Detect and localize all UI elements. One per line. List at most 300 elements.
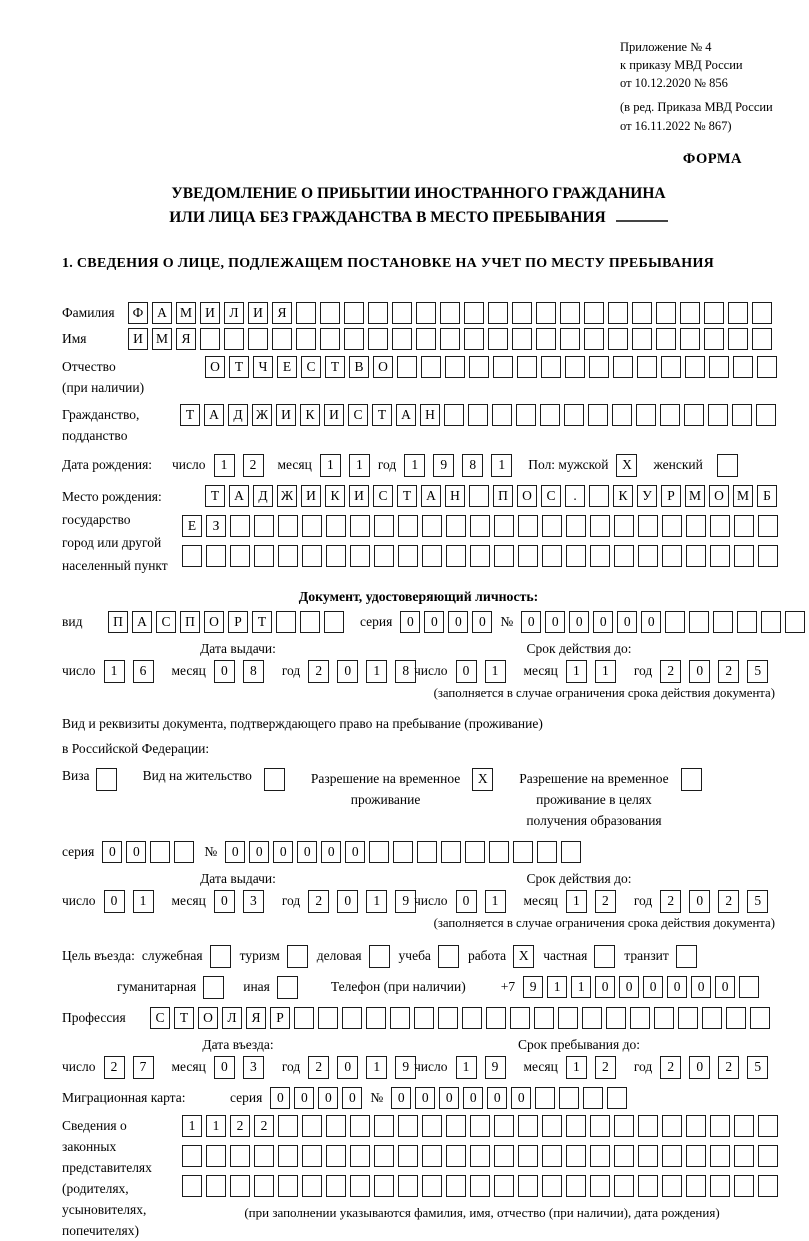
form-cell: Т bbox=[372, 404, 392, 426]
form-cell bbox=[230, 515, 250, 537]
form-cell bbox=[614, 1115, 634, 1137]
form-cell: 2 bbox=[718, 890, 739, 913]
day-label: число bbox=[414, 1059, 448, 1075]
appendix-note-line: от 10.12.2020 № 856 bbox=[620, 76, 728, 91]
surname-label: Фамилия bbox=[62, 304, 115, 320]
form-cell: К bbox=[300, 404, 320, 426]
stay-day-cells bbox=[456, 1056, 514, 1079]
study-label: учеба bbox=[398, 948, 431, 964]
form-cell bbox=[517, 356, 537, 378]
form-cell bbox=[542, 1115, 562, 1137]
form-cell bbox=[350, 515, 370, 537]
form-cell bbox=[566, 1145, 586, 1167]
form-cell bbox=[254, 1175, 274, 1197]
form-cell: 2 bbox=[660, 1056, 681, 1079]
form-cell bbox=[174, 841, 194, 863]
form-cell bbox=[489, 841, 509, 863]
appendix-note-line: от 16.11.2022 № 867) bbox=[620, 118, 732, 133]
form-cell: И bbox=[324, 404, 344, 426]
rvp-expiry-month-cells bbox=[566, 890, 624, 913]
form-cell bbox=[590, 545, 610, 567]
form-cell: 1 bbox=[485, 660, 506, 683]
birth-place-label-line: Место рождения: bbox=[62, 488, 162, 504]
form-cell bbox=[421, 356, 441, 378]
form-cell bbox=[614, 1175, 634, 1197]
form-cell: 2 bbox=[718, 660, 739, 683]
form-cell: 2 bbox=[230, 1115, 250, 1137]
doc-expiry-month-cells bbox=[566, 660, 624, 683]
rvp-issue-date bbox=[62, 890, 414, 913]
form-cell bbox=[350, 1145, 370, 1167]
form-cell bbox=[464, 328, 484, 350]
temp-residence-checkbox: X bbox=[472, 768, 493, 791]
edu-residence-checkbox bbox=[681, 768, 702, 791]
form-cell: С bbox=[150, 1007, 170, 1029]
form-cell bbox=[686, 1145, 706, 1167]
doc-expiry-date bbox=[414, 660, 776, 683]
form-cell: 0 bbox=[214, 890, 235, 913]
form-cell bbox=[422, 1115, 442, 1137]
form-cell: 1 bbox=[349, 454, 370, 477]
form-cell: 0 bbox=[270, 1087, 290, 1109]
form-cell: Ж bbox=[277, 485, 297, 507]
birth-place-cells-row1 bbox=[205, 485, 782, 507]
study-checkbox bbox=[438, 945, 459, 968]
form-cell bbox=[590, 1175, 610, 1197]
month-label: месяц bbox=[277, 457, 312, 473]
form-cell: Т bbox=[229, 356, 249, 378]
stay-until-date bbox=[414, 1056, 776, 1079]
doc-type-label: вид bbox=[62, 613, 83, 629]
form-cell bbox=[392, 302, 412, 324]
rvp-issue-day-cells bbox=[104, 890, 162, 913]
form-cell bbox=[636, 404, 656, 426]
form-cell bbox=[512, 302, 532, 324]
doc-series-cells bbox=[400, 611, 496, 633]
form-cell: Е bbox=[182, 515, 202, 537]
year-label: год bbox=[281, 893, 301, 909]
form-cell bbox=[710, 1115, 730, 1137]
form-cell bbox=[254, 545, 274, 567]
form-cell: А bbox=[132, 611, 152, 633]
form-cell bbox=[758, 515, 778, 537]
year-label: год bbox=[633, 1059, 653, 1075]
form-cell bbox=[734, 1115, 754, 1137]
day-label: число bbox=[62, 893, 96, 909]
form-cell: 0 bbox=[342, 1087, 362, 1109]
form-cell: 0 bbox=[689, 890, 710, 913]
form-cell bbox=[446, 1115, 466, 1137]
form-cell bbox=[734, 515, 754, 537]
form-cell bbox=[417, 841, 437, 863]
form-cell: И bbox=[349, 485, 369, 507]
validity-note: (заполняется в случае ограничения срока действия документа) bbox=[433, 915, 775, 930]
form-cell: А bbox=[229, 485, 249, 507]
form-cell: Я bbox=[272, 302, 292, 324]
form-cell: С bbox=[541, 485, 561, 507]
form-cell: И bbox=[248, 302, 268, 324]
form-cell bbox=[542, 1145, 562, 1167]
form-cell bbox=[368, 328, 388, 350]
temp-residence-label bbox=[311, 768, 460, 810]
form-cell: 1 bbox=[456, 1056, 477, 1079]
transit-checkbox bbox=[676, 945, 697, 968]
form-cell bbox=[492, 404, 512, 426]
form-cell bbox=[590, 1145, 610, 1167]
form-cell bbox=[758, 545, 778, 567]
form-cell bbox=[302, 545, 322, 567]
form-cell: Т bbox=[205, 485, 225, 507]
form-cell bbox=[470, 515, 490, 537]
form-cell bbox=[680, 302, 700, 324]
form-cell bbox=[182, 1175, 202, 1197]
form-cell: 0 bbox=[617, 611, 637, 633]
form-cell: 9 bbox=[523, 976, 543, 998]
form-cell bbox=[758, 1115, 778, 1137]
form-cell bbox=[350, 545, 370, 567]
official-label: служебная bbox=[141, 948, 203, 964]
month-label: месяц bbox=[523, 893, 558, 909]
form-cell bbox=[710, 1175, 730, 1197]
form-cell bbox=[704, 328, 724, 350]
form-cell bbox=[535, 1087, 555, 1109]
form-cell: Н bbox=[420, 404, 440, 426]
month-label: месяц bbox=[523, 1059, 558, 1075]
form-cell: 2 bbox=[718, 1056, 739, 1079]
form-cell bbox=[366, 1007, 386, 1029]
title-underline bbox=[616, 220, 668, 222]
form-cell bbox=[441, 841, 461, 863]
form-cell bbox=[302, 515, 322, 537]
form-cell bbox=[608, 302, 628, 324]
form-cell: 2 bbox=[308, 1056, 329, 1079]
form-cell: 7 bbox=[133, 1056, 154, 1079]
form-cell bbox=[662, 1175, 682, 1197]
form-cell bbox=[638, 515, 658, 537]
form-cell bbox=[613, 356, 633, 378]
year-label: год bbox=[633, 893, 653, 909]
form-cell bbox=[320, 328, 340, 350]
form-cell bbox=[739, 976, 759, 998]
work-label: работа bbox=[467, 948, 507, 964]
form-cell: В bbox=[349, 356, 369, 378]
form-cell: И bbox=[128, 328, 148, 350]
form-cell bbox=[512, 328, 532, 350]
form-cell: 0 bbox=[691, 976, 711, 998]
form-cell bbox=[606, 1007, 626, 1029]
representatives-cells-row3 bbox=[182, 1175, 782, 1197]
entry-date bbox=[62, 1056, 414, 1079]
form-cell bbox=[445, 356, 465, 378]
form-cell: 0 bbox=[643, 976, 663, 998]
form-cell: 2 bbox=[660, 890, 681, 913]
appendix-note-line: (в ред. Приказа МВД России bbox=[620, 100, 773, 115]
doc-expiry-day-cells bbox=[456, 660, 514, 683]
form-cell bbox=[518, 515, 538, 537]
representatives-label-line: (родителях, bbox=[62, 1180, 129, 1196]
form-cell bbox=[582, 1007, 602, 1029]
form-cell bbox=[660, 404, 680, 426]
doc-issue-year-cells bbox=[308, 660, 424, 683]
form-cell: 0 bbox=[126, 841, 146, 863]
form-cell: 1 bbox=[485, 890, 506, 913]
form-cell bbox=[689, 611, 709, 633]
rvp-expiry-date bbox=[414, 890, 776, 913]
form-cell bbox=[224, 328, 244, 350]
form-cell bbox=[662, 515, 682, 537]
form-cell bbox=[510, 1007, 530, 1029]
form-cell bbox=[686, 545, 706, 567]
form-cell: У bbox=[637, 485, 657, 507]
form-cell bbox=[494, 545, 514, 567]
form-cell bbox=[665, 611, 685, 633]
patronymic-label bbox=[62, 356, 205, 398]
form-cell bbox=[713, 611, 733, 633]
month-label: месяц bbox=[171, 893, 206, 909]
form-cell: О bbox=[709, 485, 729, 507]
visa-label: Виза bbox=[62, 767, 90, 783]
form-cell bbox=[561, 841, 581, 863]
form-cell: 0 bbox=[104, 890, 125, 913]
form-cell: 1 bbox=[566, 660, 587, 683]
form-cell bbox=[422, 515, 442, 537]
form-cell: 0 bbox=[619, 976, 639, 998]
form-cell: М bbox=[176, 302, 196, 324]
form-cell bbox=[607, 1087, 627, 1109]
form-cell: Т bbox=[252, 611, 272, 633]
form-cell bbox=[632, 328, 652, 350]
private-checkbox bbox=[594, 945, 615, 968]
form-cell: П bbox=[180, 611, 200, 633]
form-cell: 0 bbox=[391, 1087, 411, 1109]
representatives-label-line: Сведения о bbox=[62, 1117, 127, 1133]
form-cell bbox=[709, 356, 729, 378]
identity-doc-heading: Документ, удостоверяющий личность: bbox=[298, 588, 539, 604]
form-cell bbox=[302, 1115, 322, 1137]
form-cell bbox=[326, 1175, 346, 1197]
form-cell: 3 bbox=[243, 890, 264, 913]
form-cell: Д bbox=[253, 485, 273, 507]
patronymic-label-line1: Отчество bbox=[62, 358, 116, 374]
residence-doc-intro bbox=[62, 711, 775, 762]
form-cell: А bbox=[204, 404, 224, 426]
form-cell bbox=[254, 515, 274, 537]
profession-cells bbox=[150, 1007, 774, 1029]
form-cell: Д bbox=[228, 404, 248, 426]
form-cell: П bbox=[493, 485, 513, 507]
form-cell bbox=[560, 302, 580, 324]
form-cell bbox=[518, 545, 538, 567]
form-cell bbox=[397, 356, 417, 378]
form-cell: К bbox=[613, 485, 633, 507]
humanitarian-label: гуманитарная bbox=[117, 979, 197, 995]
form-cell: Е bbox=[277, 356, 297, 378]
form-cell bbox=[469, 356, 489, 378]
number-label: № bbox=[204, 843, 218, 859]
other-purpose-label: иная bbox=[243, 979, 270, 995]
form-cell bbox=[326, 545, 346, 567]
form-cell: 2 bbox=[595, 890, 616, 913]
form-cell: 1 bbox=[491, 454, 512, 477]
temp-residence-label-line2: проживание bbox=[350, 791, 421, 807]
form-cell bbox=[368, 302, 388, 324]
form-cell bbox=[444, 404, 464, 426]
form-cell: Я bbox=[246, 1007, 266, 1029]
form-cell bbox=[734, 1175, 754, 1197]
issue-date-heading: Дата выдачи: bbox=[200, 640, 276, 656]
form-cell bbox=[584, 328, 604, 350]
representatives-label-line: представителях bbox=[62, 1159, 152, 1175]
series-label: серия bbox=[230, 1089, 263, 1105]
visa-checkbox bbox=[96, 768, 117, 791]
form-cell bbox=[758, 1145, 778, 1167]
form-cell bbox=[278, 545, 298, 567]
form-cell bbox=[612, 404, 632, 426]
form-cell: 1 bbox=[547, 976, 567, 998]
form-cell: 2 bbox=[308, 660, 329, 683]
form-cell: З bbox=[206, 515, 226, 537]
form-cell: 1 bbox=[320, 454, 341, 477]
form-cell bbox=[513, 841, 533, 863]
form-cell: А bbox=[152, 302, 172, 324]
residence-permit-checkbox bbox=[264, 768, 285, 791]
form-cell bbox=[758, 1175, 778, 1197]
form-cell bbox=[470, 1175, 490, 1197]
form-cell bbox=[566, 1175, 586, 1197]
residence-permit-label: Вид на жительство bbox=[142, 767, 252, 783]
work-checkbox: X bbox=[513, 945, 534, 968]
form-cell bbox=[398, 515, 418, 537]
form-cell bbox=[488, 302, 508, 324]
form-cell bbox=[470, 1145, 490, 1167]
citizenship-cells bbox=[180, 404, 780, 426]
form-cell: И bbox=[200, 302, 220, 324]
series-label: серия bbox=[360, 613, 393, 629]
form-cell: 0 bbox=[337, 890, 358, 913]
form-cell: К bbox=[325, 485, 345, 507]
citizenship-label-line2: подданство bbox=[62, 427, 128, 443]
male-checkbox: X bbox=[616, 454, 637, 477]
form-cell bbox=[662, 545, 682, 567]
doc-issue-day-cells bbox=[104, 660, 162, 683]
form-cell bbox=[374, 515, 394, 537]
form-cell bbox=[416, 302, 436, 324]
stay-year-cells bbox=[660, 1056, 776, 1079]
form-cell bbox=[761, 611, 781, 633]
form-cell: 0 bbox=[641, 611, 661, 633]
form-cell: 0 bbox=[214, 660, 235, 683]
form-cell bbox=[589, 485, 609, 507]
form-cell bbox=[728, 328, 748, 350]
form-cell bbox=[414, 1007, 434, 1029]
form-cell bbox=[398, 1145, 418, 1167]
citizenship-label-line1: Гражданство, bbox=[62, 406, 140, 422]
form-cell bbox=[662, 1145, 682, 1167]
form-cell: М bbox=[152, 328, 172, 350]
female-checkbox bbox=[717, 454, 738, 477]
birth-place-label bbox=[62, 485, 182, 577]
form-cell bbox=[326, 1145, 346, 1167]
form-cell bbox=[470, 545, 490, 567]
doc-issue-date bbox=[62, 660, 414, 683]
form-cell: Н bbox=[445, 485, 465, 507]
form-cell bbox=[536, 302, 556, 324]
form-cell: 8 bbox=[243, 660, 264, 683]
form-cell: 0 bbox=[337, 660, 358, 683]
form-cell bbox=[278, 1115, 298, 1137]
form-cell bbox=[518, 1175, 538, 1197]
form-cell bbox=[637, 356, 657, 378]
section1-heading: 1. СВЕДЕНИЯ О ЛИЦЕ, ПОДЛЕЖАЩЕМ ПОСТАНОВКЕ НА УЧЕТ ПО МЕСТУ ПРЕБЫВАНИЯ bbox=[62, 255, 715, 271]
form-cell bbox=[565, 356, 585, 378]
form-cell: 1 bbox=[571, 976, 591, 998]
form-cell: 0 bbox=[448, 611, 468, 633]
surname-cells bbox=[128, 302, 776, 324]
form-cell: 0 bbox=[102, 841, 122, 863]
phone-prefix: +7 bbox=[500, 979, 516, 995]
form-cell bbox=[589, 356, 609, 378]
edu-residence-label-line1: Разрешение на временное bbox=[519, 770, 669, 786]
form-cell: 0 bbox=[511, 1087, 531, 1109]
form-cell: 9 bbox=[395, 890, 416, 913]
form-cell bbox=[734, 1145, 754, 1167]
private-label: частная bbox=[543, 948, 588, 964]
number-label: № bbox=[500, 613, 514, 629]
form-title-line2: ИЛИ ЛИЦА БЕЗ ГРАЖДАНСТВА В МЕСТО ПРЕБЫВАНИЯ bbox=[169, 208, 606, 226]
form-cell bbox=[632, 302, 652, 324]
representatives-label-line: усыновителях, bbox=[62, 1201, 147, 1217]
form-cell bbox=[278, 1175, 298, 1197]
form-cell: 0 bbox=[521, 611, 541, 633]
form-cell: 1 bbox=[566, 1056, 587, 1079]
form-cell: Р bbox=[270, 1007, 290, 1029]
form-cell: 0 bbox=[593, 611, 613, 633]
form-cell: 1 bbox=[566, 890, 587, 913]
form-cell bbox=[200, 328, 220, 350]
form-cell: 0 bbox=[400, 611, 420, 633]
form-cell bbox=[566, 545, 586, 567]
form-cell: 0 bbox=[472, 611, 492, 633]
form-cell: . bbox=[565, 485, 585, 507]
form-cell bbox=[324, 611, 344, 633]
form-cell: 2 bbox=[243, 454, 264, 477]
representatives-label bbox=[62, 1115, 182, 1241]
form-cell: 1 bbox=[133, 890, 154, 913]
month-label: месяц bbox=[171, 663, 206, 679]
edu-residence-label-line2: проживание в целях bbox=[536, 791, 652, 807]
form-cell bbox=[230, 1175, 250, 1197]
form-cell bbox=[710, 1145, 730, 1167]
form-cell bbox=[756, 404, 776, 426]
form-cell bbox=[398, 1115, 418, 1137]
form-cell: Л bbox=[224, 302, 244, 324]
form-cell bbox=[446, 545, 466, 567]
form-cell: 3 bbox=[243, 1056, 264, 1079]
form-cell bbox=[369, 841, 389, 863]
form-cell: О bbox=[373, 356, 393, 378]
form-cell: М bbox=[733, 485, 753, 507]
form-cell bbox=[656, 302, 676, 324]
form-cell bbox=[206, 1175, 226, 1197]
rvp-series-cells bbox=[102, 841, 198, 863]
form-cell bbox=[468, 404, 488, 426]
birth-month-cells bbox=[320, 454, 378, 477]
female-label: женский bbox=[653, 457, 703, 473]
edu-residence-label bbox=[519, 768, 668, 831]
month-label: месяц bbox=[523, 663, 558, 679]
form-cell: 0 bbox=[294, 1087, 314, 1109]
year-label: год bbox=[281, 663, 301, 679]
